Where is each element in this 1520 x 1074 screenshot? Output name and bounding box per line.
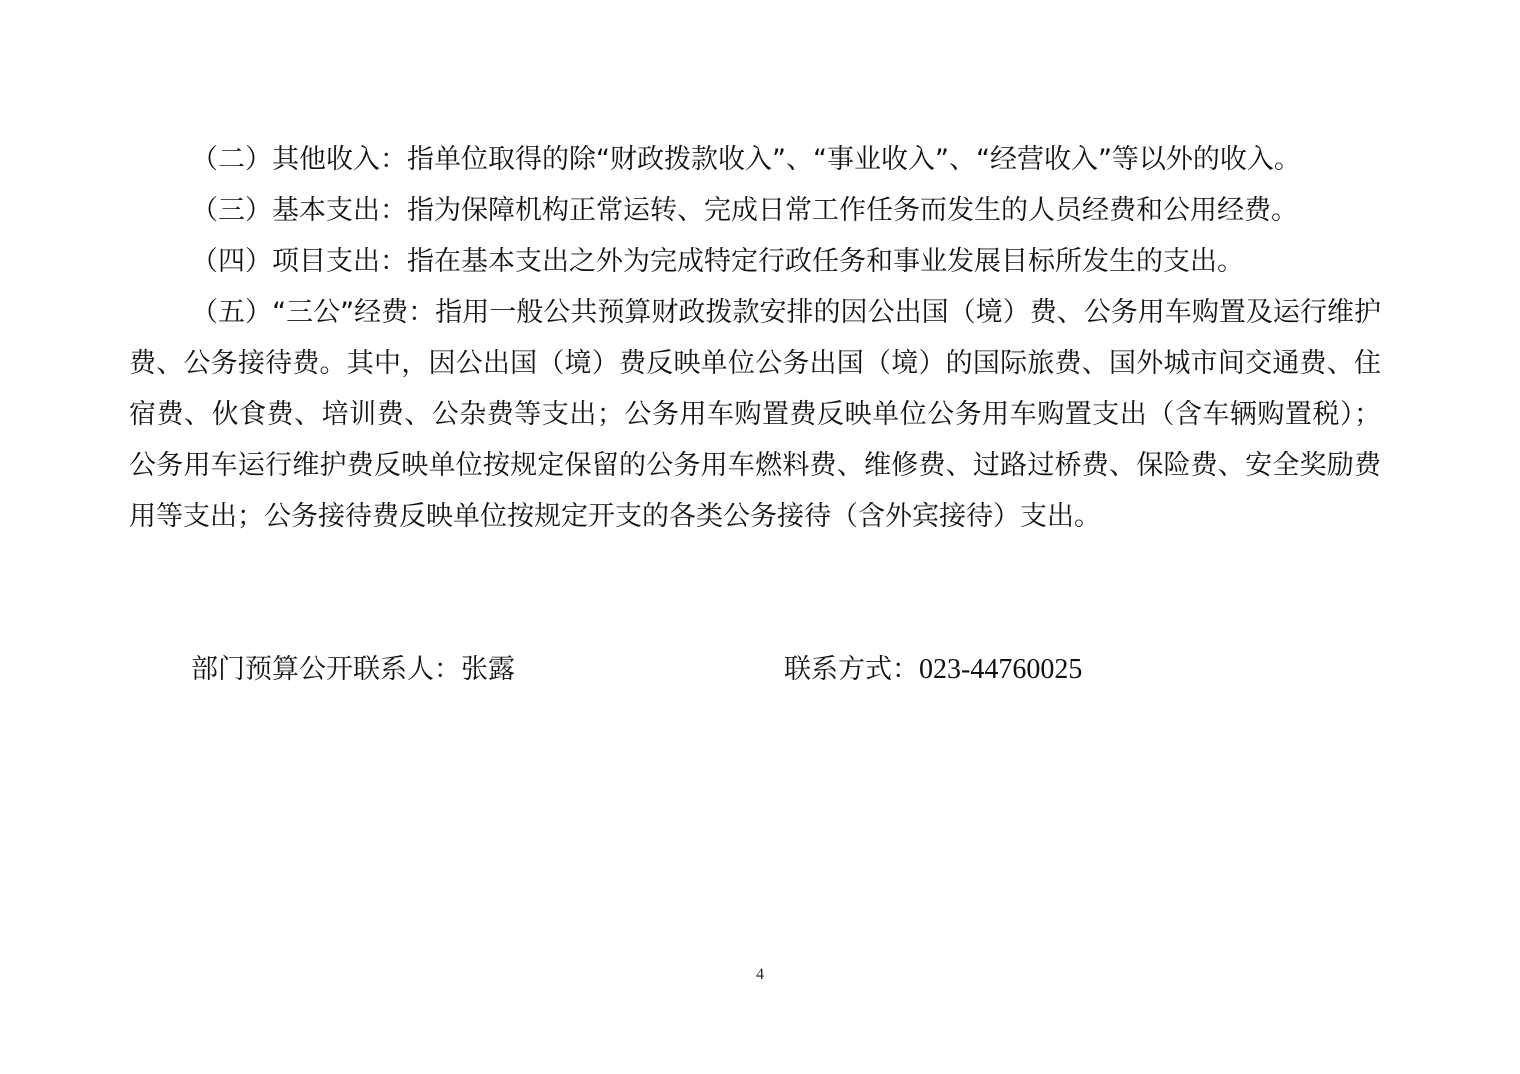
document-body [129, 134, 1381, 542]
paragraph-three-public-expenses: （五）“三公”经费：指用一般公共预算财政拨款安排的因公出国（境）费、公务用车购置及运行维护费、公务接待费。其中，因公出国（境）费反映单位公务出国（境）的国际旅费、国外城市间交通费、住宿费、伙食费、培训费、公杂费等支出；公务用车购置费反映单位公务用车购置支出（含车辆购置税）；公务用车运行维护费反映单位按规定保留的公务用车燃料费、维修费、过路过桥费、保险费、安全奖励费用等支出；公务接待费反映单位按规定开支的各类公务接待（含外宾接待）支出。 [129, 297, 1381, 532]
contact-person-label: 部门预算公开联系人： [191, 654, 461, 685]
paragraph-basic-expenditure: （三）基本支出：指为保障机构正常运转、完成日常工作任务而发生的人员经费和公用经费。 [191, 195, 1298, 226]
contact-method-label: 联系方式： [784, 654, 919, 685]
paragraph-other-income: （二）其他收入：指单位取得的除“财政拨款收入”、“事业收入”、“经营收入”等以外的收入。 [191, 144, 1301, 175]
page-number: 4 [756, 966, 764, 983]
contact-method [784, 648, 1082, 692]
paragraph-project-expenditure: （四）项目支出：指在基本支出之外为完成特定行政任务和事业发展目标所发生的支出。 [191, 246, 1244, 277]
contact-person-name: 张露 [461, 654, 515, 685]
contact-phone: 023-44760025 [919, 654, 1083, 685]
contact-person [191, 648, 515, 692]
